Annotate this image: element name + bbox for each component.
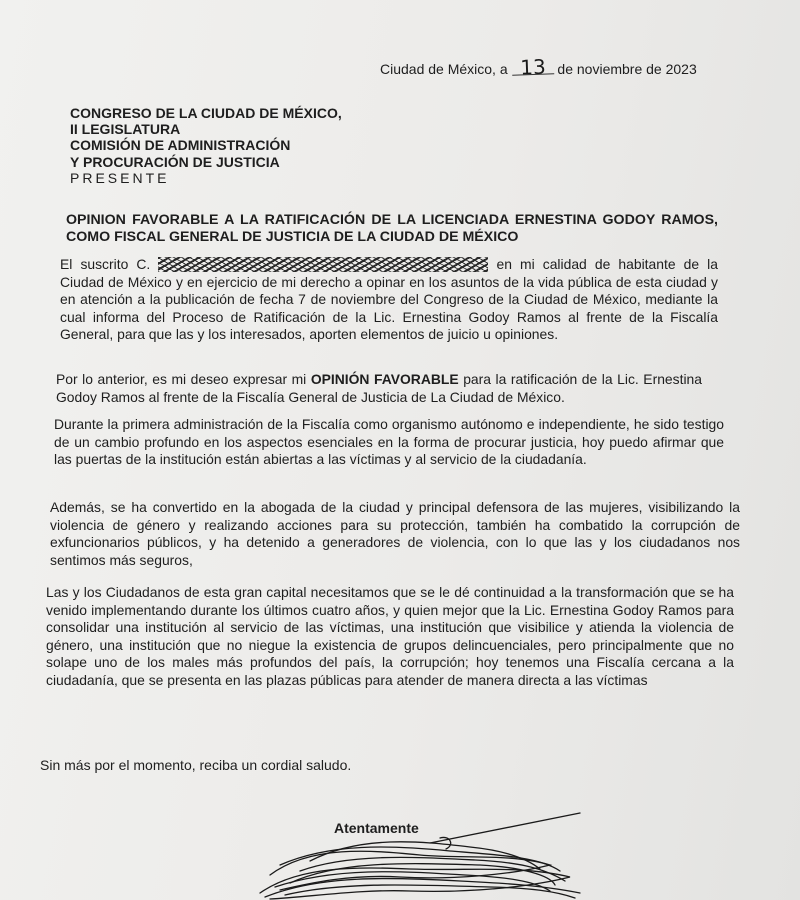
- date-suffix: de noviembre de 2023: [557, 61, 697, 77]
- opinion-favorable-bold: OPINIÓN FAVORABLE: [310, 371, 459, 387]
- redacted-name-scribble: [158, 257, 488, 272]
- closing-line: Sin más por el momento, reciba un cordial saludo.: [40, 757, 352, 773]
- paragraph-advocacy: Además, se ha convertido en la abogada de la ciudad y principal defensora de las mujeres, visibilizando la violencia de género y realizando acciones para su protección, también ha combatido la corrupción de exfuncionarios públicos, y ha detenido a generadores de violencia, con lo que las y los ciudadanos nos sentimos más seguros,: [50, 499, 740, 568]
- addressee-line: Y PROCURACIÓN DE JUSTICIA: [70, 153, 280, 170]
- addressee-line: COMISIÓN DE ADMINISTRACIÓN: [70, 137, 291, 154]
- addressee-line: CONGRESO DE LA CIUDAD DE MÉXICO,: [70, 105, 342, 121]
- paragraph-intro-start: El suscrito C.: [60, 256, 151, 272]
- paragraph-intro-rest: en mi calidad de habitante de la Ciudad de México y en ejercicio de mi derecho a opinar en los asuntos de la vida pública de esta ciudad y en atención a la publicación de fecha 7 de noviembre del Congreso de la Ciudad de México, mediante la cual informa del Proceso de Ratificación de la Lic. Ernestina Godoy Ramos al frente de la Fiscalía General, para que las y los interesados, aporten elementos de juicio u opiniones.: [60, 256, 718, 343]
- addressee-line: II LEGISLATURA: [70, 121, 181, 138]
- paragraph-intro: [60, 256, 718, 344]
- date-line: [380, 54, 780, 80]
- paragraph-continuity: Las y los Ciudadanos de esta gran capital necesitamos que se le dé continuidad a la transformación que se ha venido implementando durante los últimos cuatro años, y quien mejor que la Lic. Ernestina Godoy Ramos para consolidar una institución al servicio de las víctimas, una institución que visibilice y atienda la violencia de género, una institución que no niegue la existencia de grupos delincuenciales, pero principalmente que no solape uno de los males más profundos del país, la corrupción; hoy tenemos una Fiscalía cercana a la ciudadanía, que se presenta en las plazas públicas para atender de manera directa a las víctimas: [46, 584, 734, 688]
- paragraph-opinion: [56, 371, 702, 406]
- sign-off: Atentamente: [334, 820, 419, 836]
- date-prefix: Ciudad de México, a: [380, 61, 508, 77]
- addressee-block: [70, 105, 490, 186]
- paragraph-opinion-end: para la ratificación de la Lic. Ernestina Godoy Ramos al frente de la Fiscalía General de Justicia de La Ciudad de México.: [56, 371, 702, 405]
- subject-heading: OPINION FAVORABLE A LA RATIFICACIÓN DE LA LICENCIADA ERNESTINA GODOY RAMOS, COMO FISCAL GENERAL DE JUSTICIA DE LA CIUDAD DE MÉXICO: [66, 212, 718, 245]
- date-day-handwritten: 13: [511, 59, 553, 75]
- handwritten-signature: [250, 805, 590, 900]
- addressee-presente: PRESENTE: [70, 169, 170, 186]
- paragraph-administration: Durante la primera administración de la Fiscalía como organismo autónomo e independiente, he sido testigo de un cambio profundo en los aspectos esenciales en la forma de procurar justicia, hoy puedo afirmar que las puertas de la institución están abiertas a las víctimas y al servicio de la ciudadanía.: [54, 416, 724, 468]
- paragraph-opinion-start: Por lo anterior, es mi deseo expresar mi: [56, 371, 307, 387]
